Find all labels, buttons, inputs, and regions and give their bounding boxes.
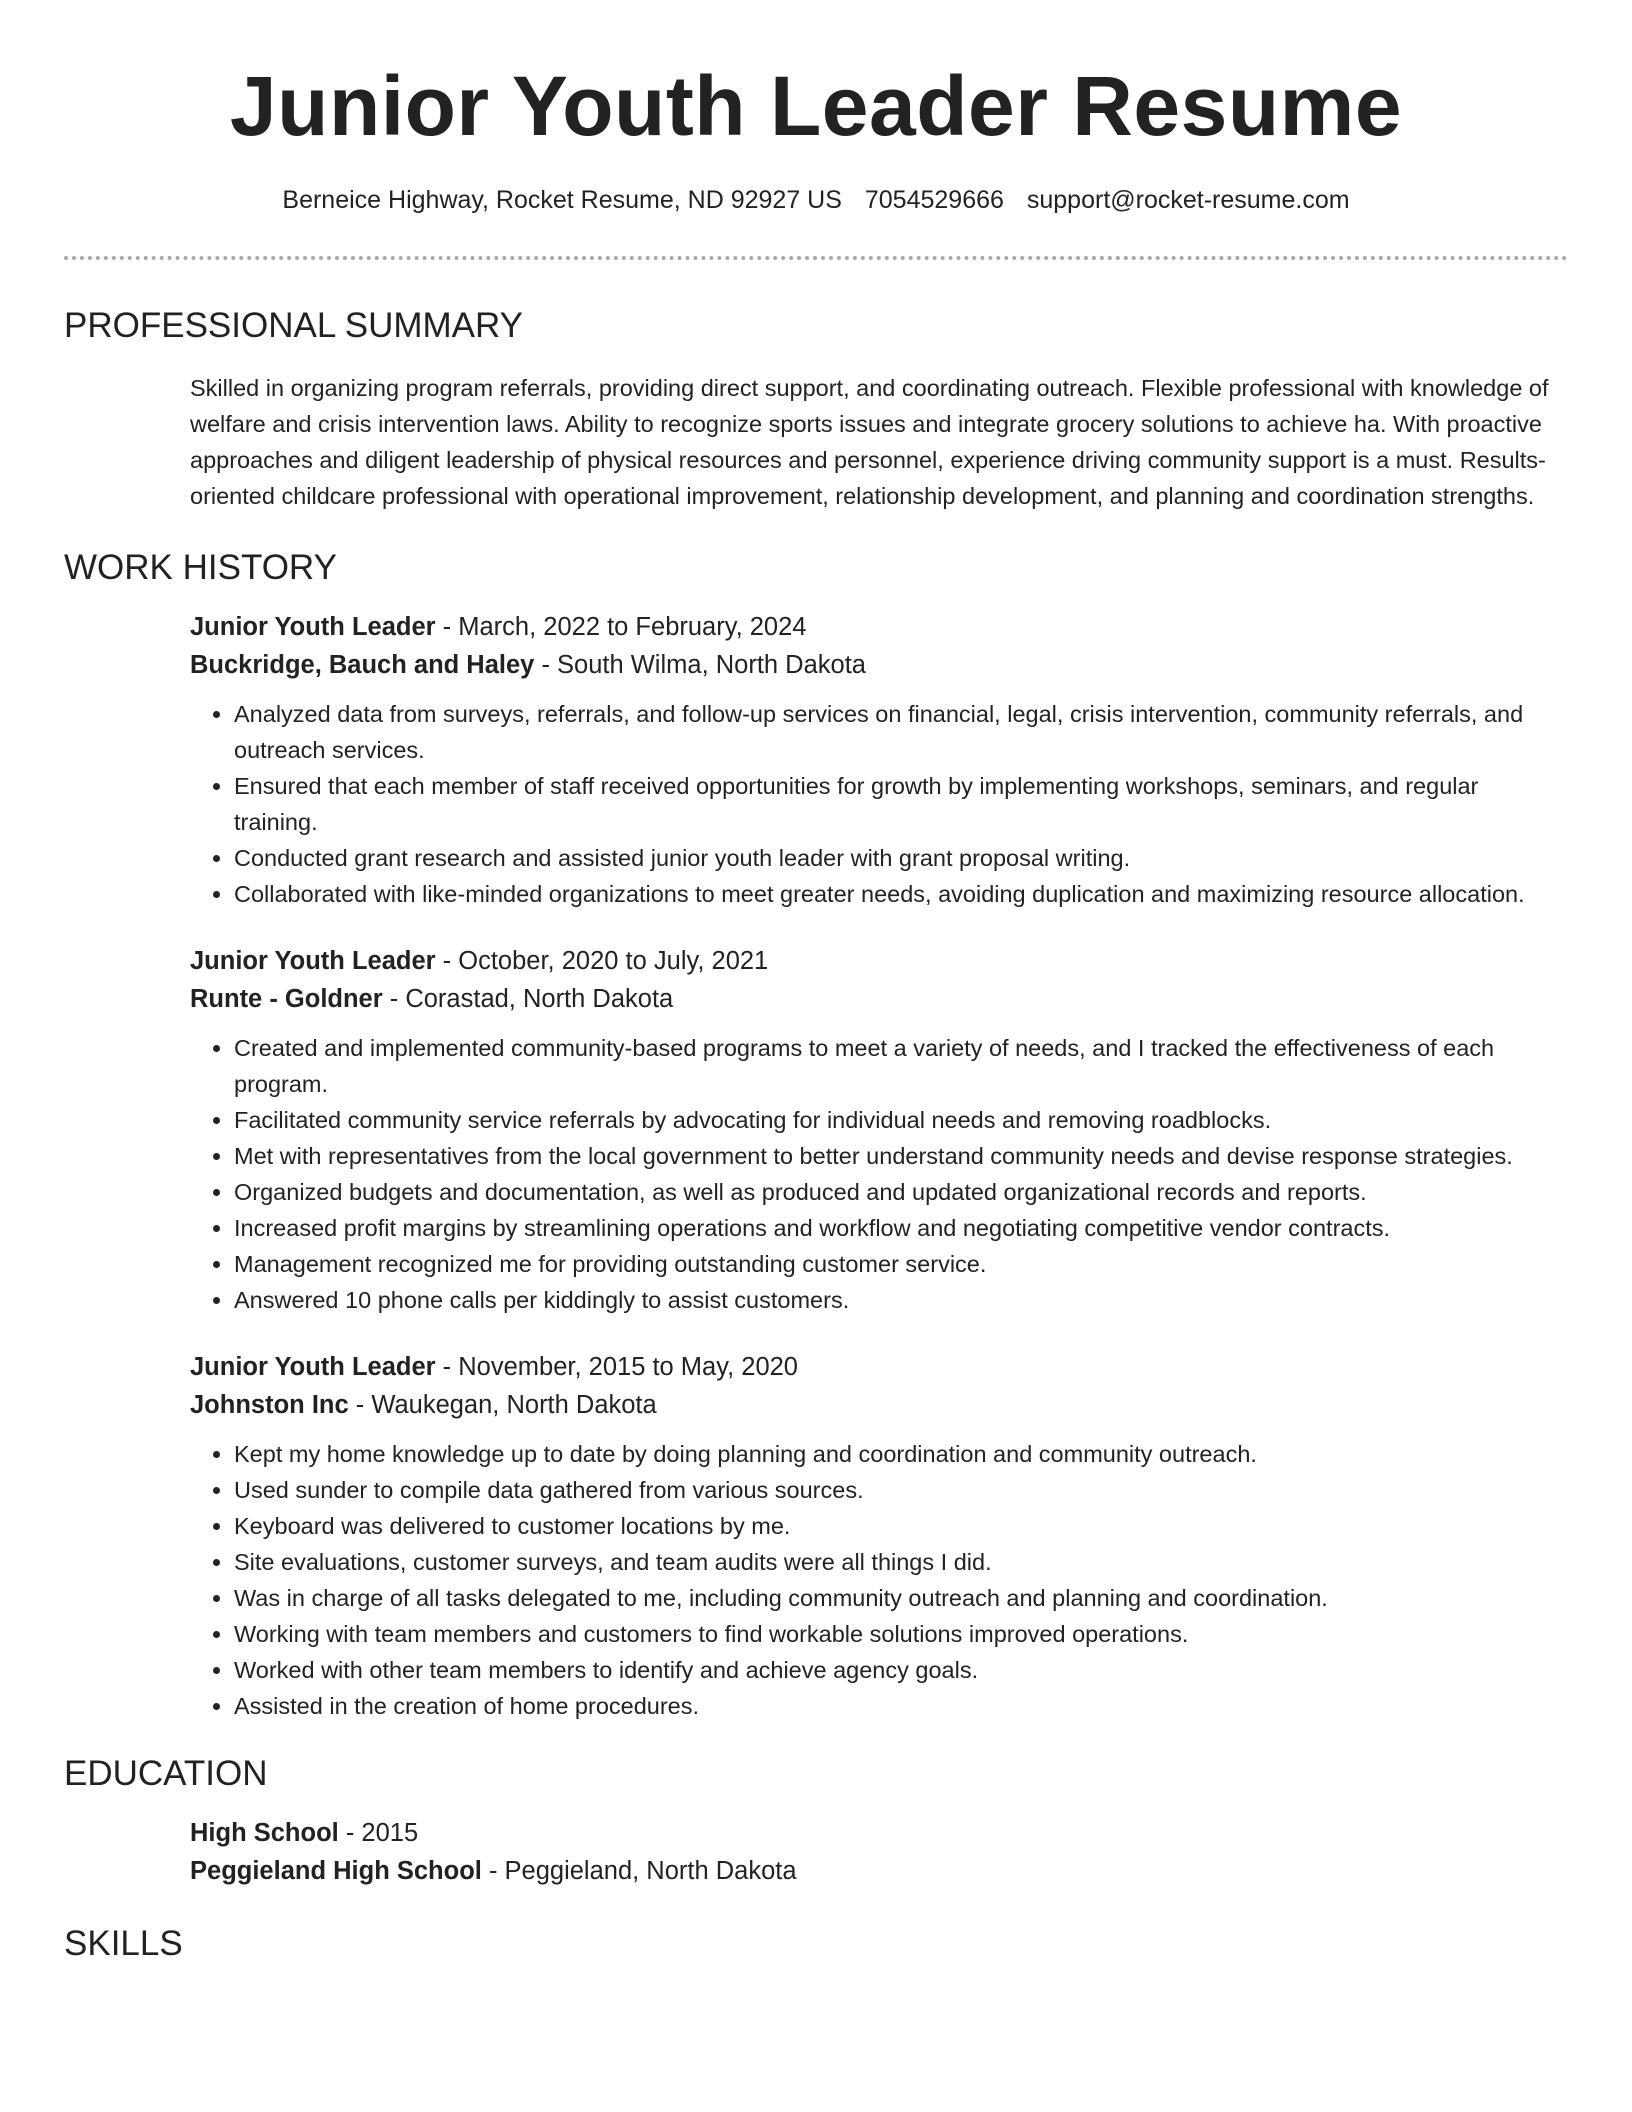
job-company-line [190,646,1568,684]
education-school: Peggieland High School [190,1857,482,1885]
job-bullet: • Was in charge of all tasks delegated to me, including community outreach and planning and coordination. [234,1580,1568,1616]
job-bullet: • Site evaluations, customer surveys, and team audits were all things I did. [234,1544,1568,1580]
job-location: - Corastad, North Dakota [382,985,674,1013]
job-location: - South Wilma, North Dakota [534,651,866,679]
job-dates: - October, 2020 to July, 2021 [435,947,769,975]
job-bullet: • Kept my home knowledge up to date by doing planning and coordination and community outreach. [234,1436,1568,1472]
job-company: Runte - Goldner [190,985,383,1013]
job-dates: - November, 2015 to May, 2020 [435,1353,798,1381]
job-title-line [190,942,1568,980]
job-bullet: • Keyboard was delivered to customer locations by me. [234,1508,1568,1544]
resume-title: Junior Youth Leader Resume [229,59,1403,153]
job-bullets [190,696,1568,912]
job-entry [190,608,1568,912]
job-bullets [190,1436,1568,1724]
education-school-line [190,1852,1568,1890]
work-history-heading: WORK HISTORY [64,548,337,587]
education-year: - 2015 [338,1819,419,1847]
education-location: - Peggieland, North Dakota [481,1857,797,1885]
education-heading: EDUCATION [64,1754,268,1793]
education-degree-line [190,1814,1568,1852]
contact-email: support@rocket-resume.com [1026,186,1350,214]
job-bullet: • Increased profit margins by streamlining operations and workflow and negotiating competitive vendor contracts. [234,1210,1568,1246]
job-bullet: • Ensured that each member of staff received opportunities for growth by implementing workshops, seminars, and regular training. [234,768,1568,840]
header-divider [64,256,1568,260]
job-bullet: • Created and implemented community-based programs to meet a variety of needs, and I tracked the effectiveness of each program. [234,1030,1568,1102]
job-bullet: • Worked with other team members to identify and achieve agency goals. [234,1652,1568,1688]
job-bullet: • Working with team members and customers to find workable solutions improved operations. [234,1616,1568,1652]
job-title-line [190,1348,1568,1386]
education-degree: High School [190,1819,339,1847]
job-title: Junior Youth Leader [190,947,436,975]
contact-address: Berneice Highway, Rocket Resume, ND 92927 US [282,186,842,214]
job-title: Junior Youth Leader [190,1353,436,1381]
contact-phone: 7054529666 [864,186,1004,214]
job-company-line [190,1386,1568,1424]
job-bullet: • Conducted grant research and assisted junior youth leader with grant proposal writing. [234,840,1568,876]
job-company: Buckridge, Bauch and Haley [190,651,535,679]
summary-heading: PROFESSIONAL SUMMARY [64,306,523,345]
education-entry [190,1814,1568,1890]
summary-text: Skilled in organizing program referrals, providing direct support, and coordinating outreach. Flexible professional with knowledge of welfare and crisis intervention laws. Ability to recognize sports issues and integrate grocery solutions to achieve ha. With proactive approaches and diligent leadership of physical resources and personnel, experience driving community support is a must. Results-oriented childcare professional with operational improvement, relationship development, and planning and coordination strengths. [190,375,1549,509]
job-title-line [190,608,1568,646]
job-bullet: • Facilitated community service referrals by advocating for individual needs and removing roadblocks. [234,1102,1568,1138]
skills-heading: SKILLS [64,1924,183,1963]
job-bullet: • Organized budgets and documentation, as well as produced and updated organizational records and reports. [234,1174,1568,1210]
job-bullet: • Answered 10 phone calls per kiddingly to assist customers. [234,1282,1568,1318]
job-bullet: • Collaborated with like-minded organizations to meet greater needs, avoiding duplication and maximizing resource allocation. [234,876,1568,912]
job-location: - Waukegan, North Dakota [348,1391,657,1419]
job-bullet: • Used sunder to compile data gathered from various sources. [234,1472,1568,1508]
contact-line [64,184,1568,216]
job-bullets [190,1030,1568,1318]
job-entry [190,942,1568,1318]
job-title: Junior Youth Leader [190,613,436,641]
job-bullet: • Met with representatives from the local government to better understand community needs and devise response strategies. [234,1138,1568,1174]
job-company: Johnston Inc [190,1391,349,1419]
job-bullet: • Analyzed data from surveys, referrals, and follow-up services on financial, legal, crisis intervention, community referrals, and outreach services. [234,696,1568,768]
job-entry [190,1348,1568,1724]
job-bullet: • Management recognized me for providing outstanding customer service. [234,1246,1568,1282]
job-dates: - March, 2022 to February, 2024 [435,613,807,641]
job-company-line [190,980,1568,1018]
job-bullet: • Assisted in the creation of home procedures. [234,1688,1568,1724]
